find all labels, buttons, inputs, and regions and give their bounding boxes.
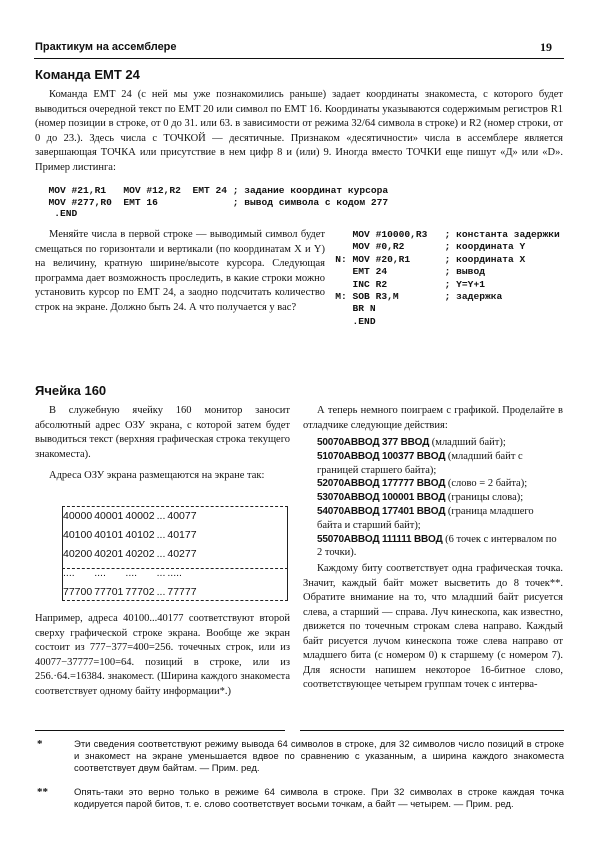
command-code: 51070ABBOД 100377 BBOД — [317, 450, 446, 462]
command-code: 52070ABBOД 177777 BBOД — [317, 478, 446, 490]
table-cell: 40202 — [125, 547, 155, 560]
table-row — [62, 506, 198, 525]
table-cell: .... — [63, 566, 75, 579]
cell160-paragraph-1: В служебную ячейку 160 монитор заносит абсолютный адрес ОЗУ экрана, с которой затем будет выводиться текст (верхняя графическая строка текущего знакоместа). — [35, 405, 290, 460]
table-row — [62, 582, 198, 601]
table-cell: ... — [156, 528, 166, 541]
command-code: 54070ABBOД 177401 BBOД — [317, 505, 446, 517]
table-cell: 40177 — [167, 528, 197, 541]
header-divider — [34, 58, 564, 59]
code-listing-2: MOV #10000,R3 ; константа задержки MOV #0,R2 ; координата Y N: MOV #20,R1 ; координата X EMT 24 ; вывод INC R2 ; Y=Y+1 M: SOB R3,M ; задержка BR N .END — [335, 229, 560, 327]
table-cell: 77777 — [167, 585, 197, 598]
table-cell: 40000 — [63, 509, 93, 522]
table-cell: 40077 — [167, 509, 197, 522]
command-comment: (границы слова); — [447, 492, 524, 504]
table-cell: 40001 — [94, 509, 124, 522]
list-item — [317, 436, 557, 450]
code-listing-1: MOV #21,R1 MOV #12,R2 EMT 24 ; задание координат курсора MOV #277,R0 EMT 16 ; вывод символа с кодом 277 .END — [48, 185, 389, 219]
table-cell: 40200 — [63, 547, 93, 560]
command-code: 55070ABBOД 111111 BBOД — [317, 533, 443, 545]
list-item — [317, 450, 557, 478]
table-row — [62, 544, 198, 563]
table-cell: 77700 — [63, 585, 93, 598]
table-cell: ... — [156, 566, 166, 579]
table-cell: 77702 — [125, 585, 155, 598]
table-cell: 77701 — [94, 585, 124, 598]
cell160-paragraph-2: Адреса ОЗУ экрана размещаются на экране так: — [49, 470, 265, 481]
running-header-title: Практикум на ассемблере — [35, 41, 177, 53]
table-cell: ... — [156, 585, 166, 598]
footnote-1: Эти сведения соответствуют режиму вывода 64 символов в строке, для 32 символов число позиций в строке и знакомест на экране уменьшается вдвое по сравнению с указанным, а ширина каждого знакоместа соответствует двум байтам. — Прим. ред. — [74, 739, 564, 774]
table-cell: 40101 — [94, 528, 124, 541]
command-comment: (слово = 2 байта); — [447, 478, 528, 490]
table-cell: 40102 — [125, 528, 155, 541]
list-item — [317, 491, 557, 505]
table-cell: ..... — [167, 566, 182, 579]
table-cell: 40201 — [94, 547, 124, 560]
table-row — [62, 563, 198, 582]
table-cell: .... — [125, 566, 138, 579]
command-comment: (младший байт с границей старшего байта); — [317, 450, 523, 476]
table-row — [62, 525, 198, 544]
command-comment: (6 точек с интервалом по 2 точки). — [317, 533, 557, 559]
table-cell: 40100 — [63, 528, 93, 541]
table-cell: ... — [156, 509, 166, 522]
command-comment: (граница младшего байта и старший байт); — [317, 505, 534, 531]
footnote-rule-right — [300, 730, 564, 731]
page-number: 19 — [540, 40, 552, 54]
emt24-paragraph: Команда EMT 24 (с ней мы уже познакомились раньше) задает координаты знакоместа, с которого будет выводиться очередной текст по EMT 20 или символ по EMT 16. Координаты указываются содержимым регистров R1 (номер позиции в строке, от 0 до 31. или 63. в зависимости от режима 32/64 символа в строке) и R2 (номер строки, от 0 до 23.). Здесь числа с ТОЧКОЙ — десятичные. Признаком «десятичности» числа в ассемблере является завершающая ТОЧКА или присутствие в нем цифр 8 и (или) 9. Иногда вместо ТОЧКИ еще пишут «Д» или «D». Пример листинга: — [35, 89, 563, 173]
command-code: 50070ABBOД 377 BBOД — [317, 437, 430, 448]
table-cell: .... — [94, 566, 106, 579]
table-cell: ... — [156, 547, 166, 560]
list-item — [317, 533, 557, 561]
footnote-rule-left — [35, 730, 285, 731]
memory-map-bottom-dash — [62, 600, 288, 601]
graphics-paragraph: Каждому биту соответствует одна графическая точка. Значит, каждый байт может высветить до 8 точек**. Обратите внимание на то, что младший байт рисуется слева, а старший — справа. Луч кинескопа, как известно, движется по точечным строкам слева направо. Каждый байт рисуется лучом кинескопа тоже слева направо от младшего бита (с номером 0) к старшему (с номером 7). Для ясности напишем некоторое 16-битное слово, соответствующее четырем группам точек с интерва- — [303, 563, 563, 690]
screen-memory-map — [62, 506, 290, 602]
footnote-1-mark: * — [37, 738, 43, 750]
footnote-2-mark: ** — [37, 786, 48, 798]
table-cell: 40002 — [125, 509, 155, 522]
list-item — [317, 505, 557, 533]
debugger-commands — [317, 436, 557, 560]
command-comment: (младший байт); — [431, 437, 506, 448]
section-heading-cell160: Ячейка 160 — [35, 383, 107, 398]
emt24-paragraph-2: Меняйте числа в первой строке — выводимый символ будет смещаться по горизонтали и вертикали (по координатам X и Y) на величину, кратную ширине/высоте курсора. Следующая программа дает возможность проследить, в какие строки можно установить курсор по EMT 24, а заодно подсчитать количество строк на экране. Должно быть 24. А что получается у вас? — [35, 229, 325, 313]
footnote-2: Опять-таки это верно только в режиме 64 символа в строке. При 32 символах в строке каждая точка кодируется парой битов, т. е. слово соответствует восьми точкам, а байт — четырем. — Прим. ред. — [74, 787, 564, 810]
memory-map-table — [62, 506, 198, 601]
graphics-intro: А теперь немного поиграем с графикой. Проделайте в отладчике следующие действия: — [303, 405, 563, 431]
section-heading-emt24: Команда EMT 24 — [35, 67, 140, 82]
command-code: 53070ABBOД 100001 BBOД — [317, 492, 446, 504]
cell160-paragraph-3: Например, адреса 40100...40177 соответствуют второй сверху графической строке экрана. Вообще же экран состоит из 777−377=400=256. точечных строк, или из 40077−37777=100=64. позиций в строке, или из 256.·64.=16384. знакомест. (Ширина каждого знакоместа соответствует одному байту информации*.) — [35, 613, 290, 697]
table-cell: 40277 — [167, 547, 197, 560]
list-item — [317, 477, 557, 491]
memory-map-mid-dash — [62, 568, 288, 569]
